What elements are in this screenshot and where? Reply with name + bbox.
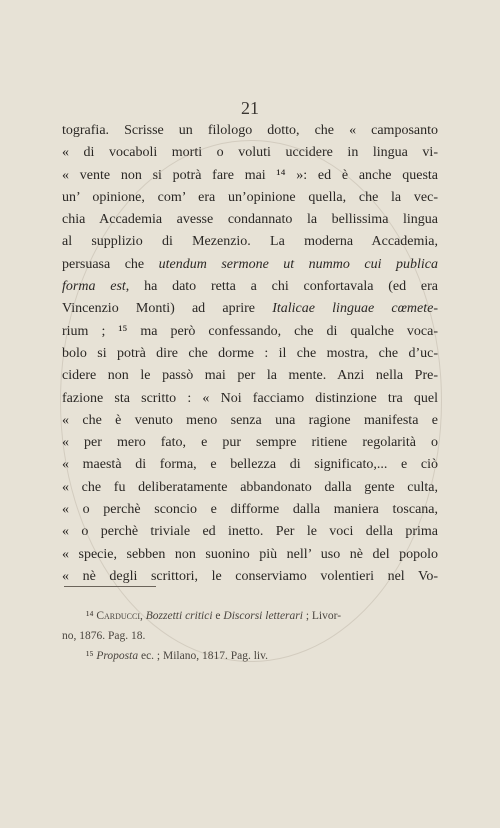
footnote-15 bbox=[62, 646, 438, 666]
footnote-text: ec. ; Milano, 1817. Pag. liv. bbox=[140, 650, 268, 662]
text-line: tografia. Scrisse un filologo dotto, che « camposanto bbox=[62, 123, 438, 138]
text-line bbox=[62, 298, 438, 320]
text-fragment: persuasa che bbox=[62, 256, 145, 272]
text-line: « vente non si potrà fare mai ¹⁴ »: ed è anche questa bbox=[62, 167, 438, 183]
text-line: cidere non le passò mai per la mente. Anzi nella Pre- bbox=[62, 368, 438, 384]
text-line: « o perchè sconcio e difforme dalla maniera toscana, bbox=[62, 502, 438, 518]
latin-quote: utendum sermone ut nummo cui publica bbox=[158, 256, 438, 272]
text-line: bolo si potrà dire che dorme : il che mostra, che d’uc- bbox=[62, 345, 438, 361]
text-line bbox=[62, 254, 438, 276]
text-line: « specie, sebben non suonino più nell’ uso nè del popolo bbox=[62, 546, 438, 562]
footnote-title: Discorsi letterari bbox=[223, 610, 303, 622]
latin-quote-end: forma est bbox=[62, 279, 126, 295]
text-line: rium ; ¹⁵ ma però confessando, che di qualche voca- bbox=[62, 323, 438, 339]
footnotes bbox=[62, 606, 438, 666]
text-line: « per mero fato, e pur sempre ritiene regolarità o bbox=[62, 435, 438, 451]
text-fragment: Vincenzio Monti) ad aprire bbox=[62, 301, 256, 317]
text-line: « nè degli scrittori, le conserviamo volentieri nel Vo- bbox=[62, 568, 438, 584]
footnote-divider bbox=[64, 586, 156, 587]
text-line: fazione sta scritto : « Noi facciamo distinzione tra quel bbox=[62, 390, 438, 406]
text-line: al supplizio di Mezenzio. La moderna Accademia, bbox=[62, 234, 438, 250]
text-fragment: , ha dato retta a chi confortavala (ed era bbox=[125, 279, 439, 295]
body-text bbox=[62, 120, 438, 588]
text-line: « o perchè triviale ed inetto. Per le voci della prima bbox=[62, 524, 438, 540]
text-line: « che fu deliberatamente abbandonato dalla gente culta, bbox=[62, 479, 438, 495]
footnote-14 bbox=[62, 606, 438, 626]
latin-phrase: Italicae linguae cœmete- bbox=[272, 301, 438, 317]
text-line bbox=[62, 276, 438, 298]
page-number: 21 bbox=[241, 98, 259, 118]
footnote-mark: ¹⁵ bbox=[86, 650, 94, 662]
text-line: un’ opinione, com’ era un’opinione quella, che la vec- bbox=[62, 189, 438, 205]
text-line: « di vocaboli morti o voluti uccidere in lingua vi- bbox=[62, 145, 438, 161]
text-line: chia Accademia avesse condannato la bellissima lingua bbox=[62, 212, 438, 228]
footnote-mark: ¹⁴ bbox=[86, 610, 94, 622]
footnote-title: Proposta bbox=[96, 650, 139, 662]
text-line: « maestà di forma, e bellezza di significato,... e ciò bbox=[62, 457, 438, 473]
footnote-conjunction: e bbox=[215, 610, 221, 622]
footnote-title: Bozzetti critici bbox=[145, 610, 213, 622]
text-line: « che è venuto meno senza una ragione manifesta e bbox=[62, 412, 438, 428]
footnote-14-cont: no, 1876. Pag. 18. bbox=[62, 630, 146, 642]
footnote-author: Carducci, bbox=[96, 610, 143, 622]
footnote-text: ; Livor- bbox=[305, 610, 342, 622]
